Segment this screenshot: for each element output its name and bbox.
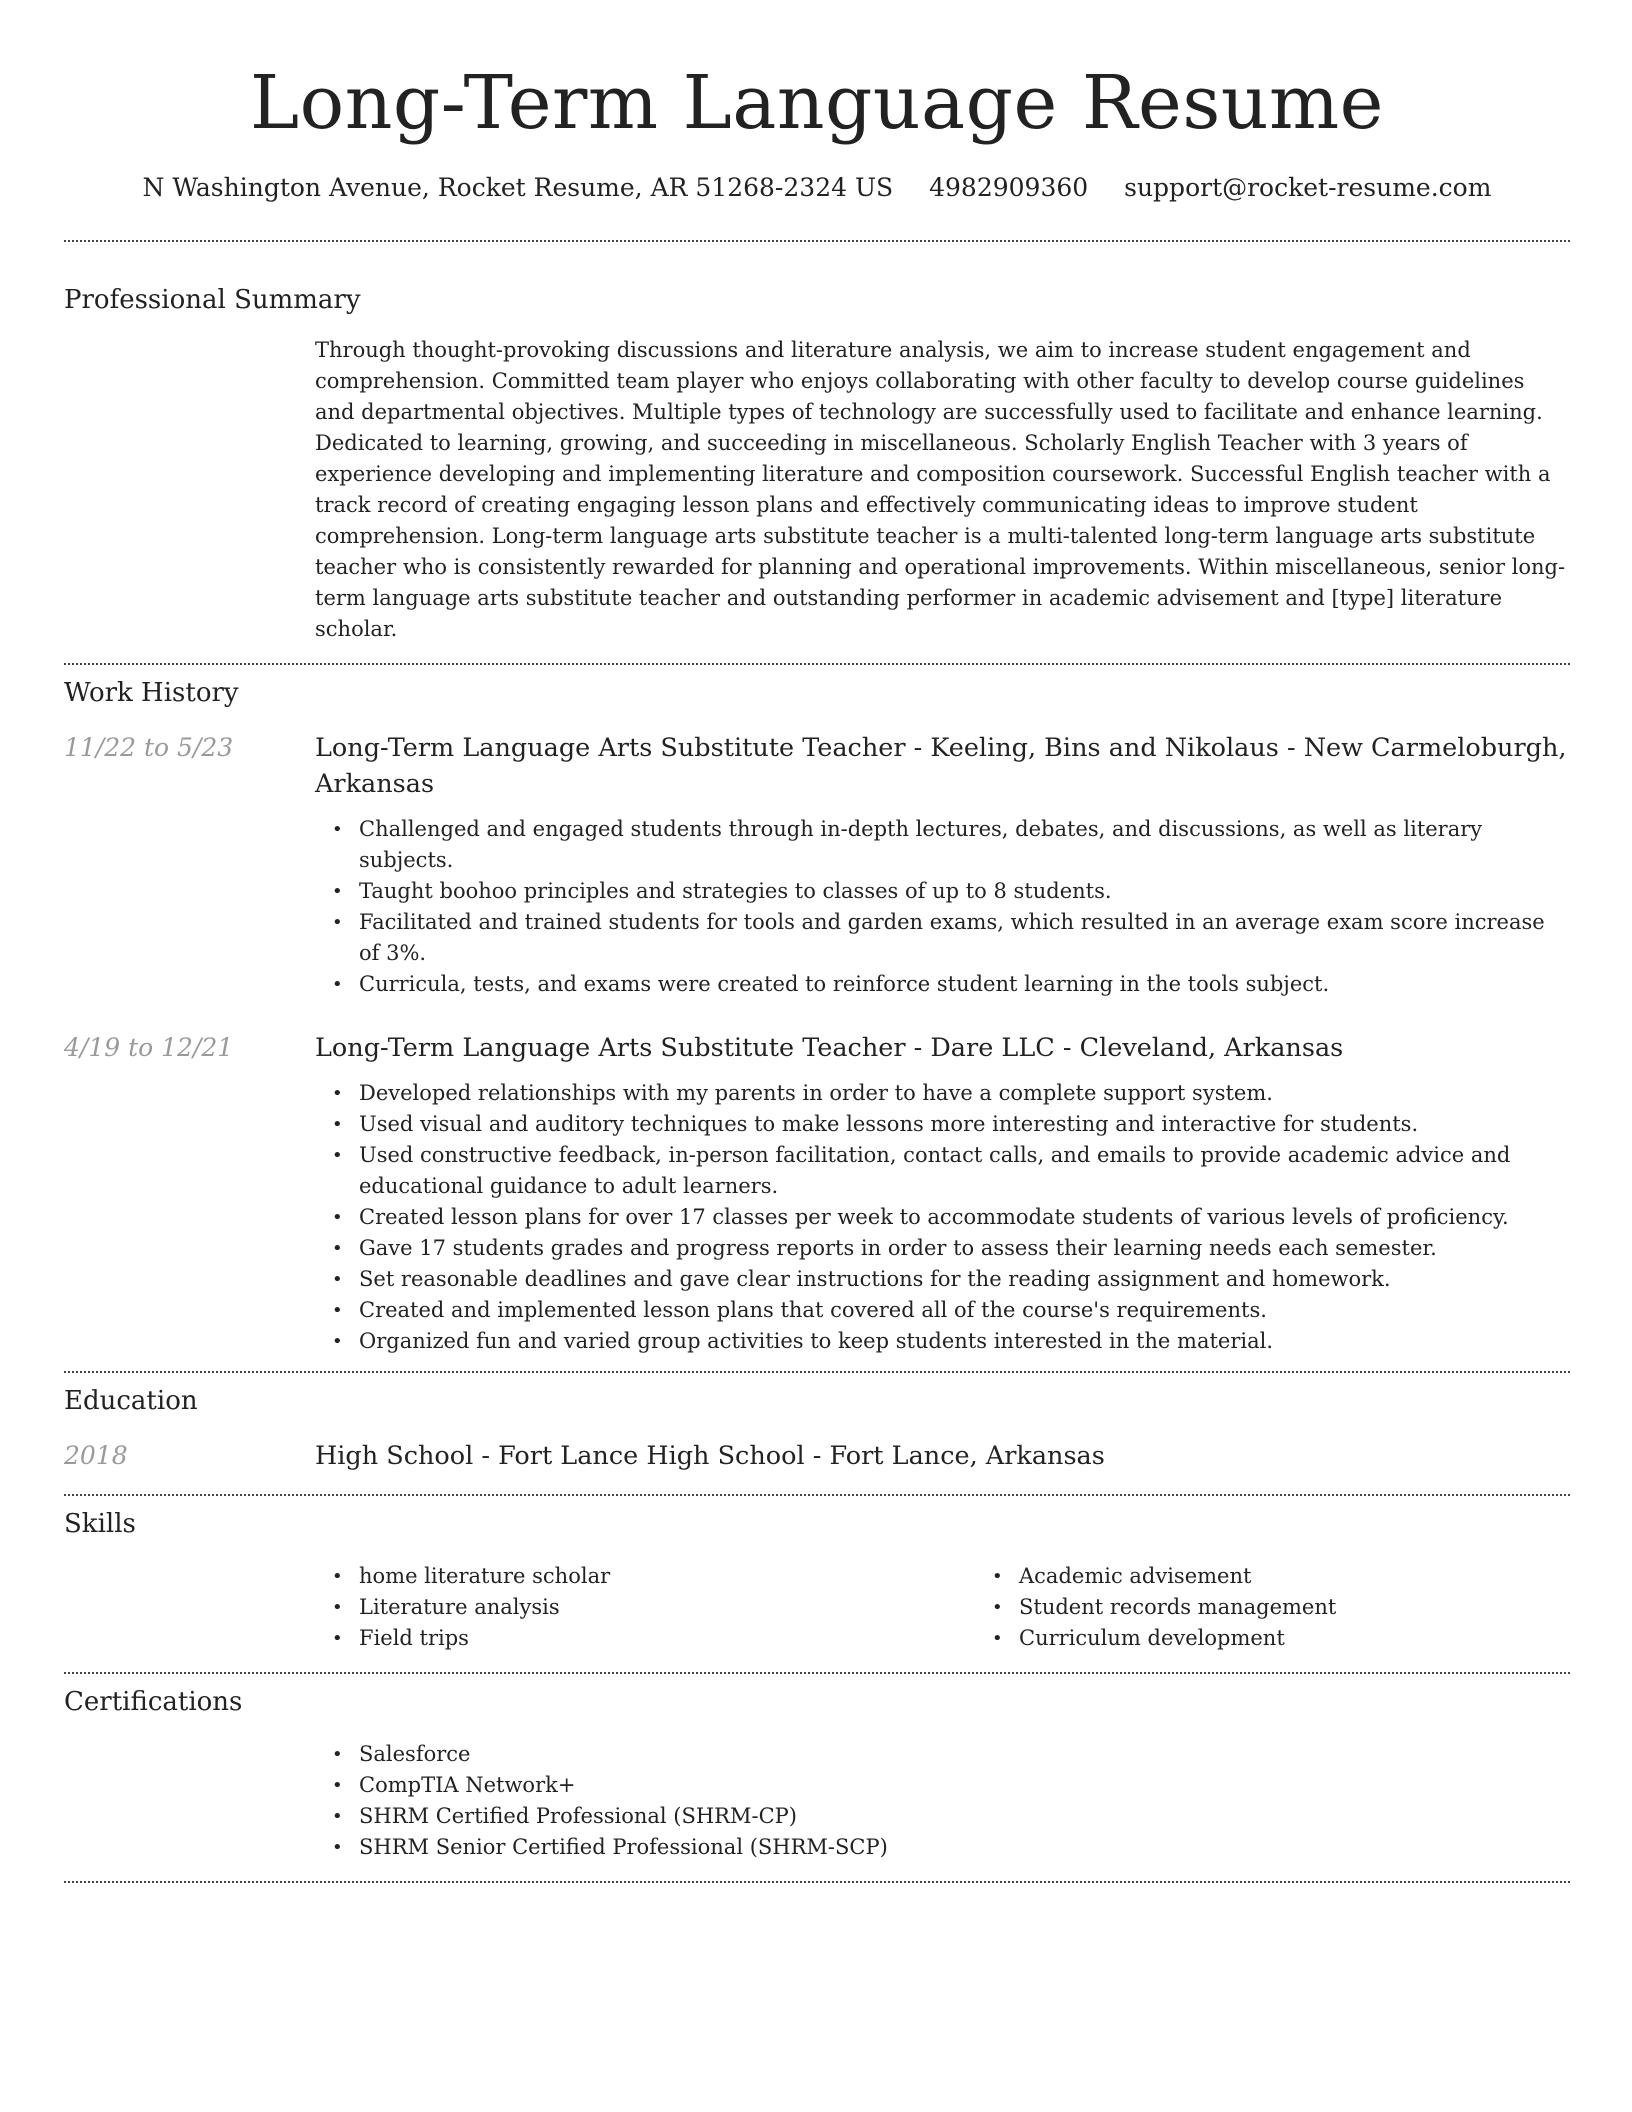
section-title-skills: Skills — [64, 1509, 136, 1539]
section-divider — [64, 1672, 1570, 1674]
certification-item: • SHRM Senior Certified Professional (SHRM-SCP) — [359, 1832, 1570, 1863]
job-bullet: • Developed relationships with my parents in order to have a complete support system. — [359, 1078, 1570, 1109]
skills-list — [315, 1561, 1632, 1654]
section-divider — [64, 663, 1570, 665]
job-entry — [64, 1030, 1570, 1357]
resume-name: Long-Term Language Resume — [250, 60, 1384, 146]
skill-item: • Student records management — [1019, 1592, 1632, 1623]
job-entry — [64, 730, 1570, 1000]
skills-column-left — [315, 1561, 975, 1654]
summary-text: Through thought-provoking discussions and literature analysis, we aim to increase student engagement and comprehension. Committed team player who enjoys collaborating with other faculty to develop course guidelines and departmental objectives. Multiple types of technology are successfully used to facilitate and enhance learning. Dedicated to learning, growing, and succeeding in miscellaneous. Scholarly English Teacher with 3 years of experience developing and implementing literature and composition coursework. Successful English teacher with a track record of creating engaging lesson plans and effectively communicating ideas to improve student comprehension. Long-term language arts substitute teacher is a multi-talented long-term language arts substitute teacher who is consistently rewarded for planning and operational improvements. Within miscellaneous, senior long-term language arts substitute teacher and outstanding performer in academic advisement and [type] literature scholar. — [315, 338, 1566, 641]
job-heading: Long-Term Language Arts Substitute Teacher - Dare LLC - Cleveland, Arkansas — [315, 1033, 1344, 1063]
job-bullet: • Used constructive feedback, in-person facilitation, contact calls, and emails to provide academic advice and educational guidance to adult learners. — [359, 1140, 1570, 1202]
job-bullet: • Created and implemented lesson plans that covered all of the course's requirements. — [359, 1295, 1570, 1326]
job-bullet: • Organized fun and varied group activities to keep students interested in the material. — [359, 1326, 1570, 1357]
job-bullets — [315, 814, 1570, 1000]
education-year: 2018 — [64, 1441, 128, 1470]
section-divider — [64, 1494, 1570, 1496]
job-bullet: • Challenged and engaged students through in-depth lectures, debates, and discussions, as well as literary subjects. — [359, 814, 1570, 876]
job-bullets — [315, 1078, 1570, 1357]
section-divider — [64, 1371, 1570, 1373]
section-title-education: Education — [64, 1386, 198, 1416]
certification-item: • Salesforce — [359, 1739, 1570, 1770]
contact-address: N Washington Avenue, Rocket Resume, AR 51268-2324 US — [142, 173, 894, 202]
job-bullet: • Curricula, tests, and exams were created to reinforce student learning in the tools subject. — [359, 969, 1570, 1000]
job-bullet: • Set reasonable deadlines and gave clear instructions for the reading assignment and homework. — [359, 1264, 1570, 1295]
certification-item: • SHRM Certified Professional (SHRM-CP) — [359, 1801, 1570, 1832]
job-heading: Long-Term Language Arts Substitute Teacher - Keeling, Bins and Nikolaus - New Carmeloburgh, Arkansas — [315, 733, 1567, 799]
contact-line — [64, 172, 1570, 204]
job-bullet: • Gave 17 students grades and progress reports in order to assess their learning needs each semester. — [359, 1233, 1570, 1264]
resume-page — [64, 0, 1570, 1883]
education-entry — [64, 1438, 1570, 1474]
section-title-certifications: Certifications — [64, 1687, 243, 1717]
contact-phone: 4982909360 — [929, 173, 1089, 202]
skill-item: • Field trips — [359, 1623, 975, 1654]
contact-email: support@rocket-resume.com — [1124, 173, 1492, 202]
section-title-work: Work History — [64, 678, 239, 708]
education-heading: High School - Fort Lance High School - Fort Lance, Arkansas — [315, 1441, 1105, 1471]
job-bullet: • Used visual and auditory techniques to make lessons more interesting and interactive for students. — [359, 1109, 1570, 1140]
job-bullet: • Taught boohoo principles and strategies to classes of up to 8 students. — [359, 876, 1570, 907]
job-bullet: • Facilitated and trained students for tools and garden exams, which resulted in an average exam score increase of 3%. — [359, 907, 1570, 969]
job-dates: 4/19 to 12/21 — [64, 1033, 234, 1062]
skill-item: • Academic advisement — [1019, 1561, 1632, 1592]
job-bullet: • Created lesson plans for over 17 classes per week to accommodate students of various levels of proficiency. — [359, 1202, 1570, 1233]
skill-item: • Curriculum development — [1019, 1623, 1632, 1654]
certifications-list — [315, 1739, 1570, 1863]
section-divider — [64, 1881, 1570, 1883]
skill-item: • home literature scholar — [359, 1561, 975, 1592]
job-dates: 11/22 to 5/23 — [64, 733, 234, 762]
skills-column-right — [975, 1561, 1632, 1654]
skill-item: • Literature analysis — [359, 1592, 975, 1623]
certification-item: • CompTIA Network+ — [359, 1770, 1570, 1801]
section-divider — [64, 240, 1570, 242]
section-title-summary: Professional Summary — [64, 285, 361, 315]
